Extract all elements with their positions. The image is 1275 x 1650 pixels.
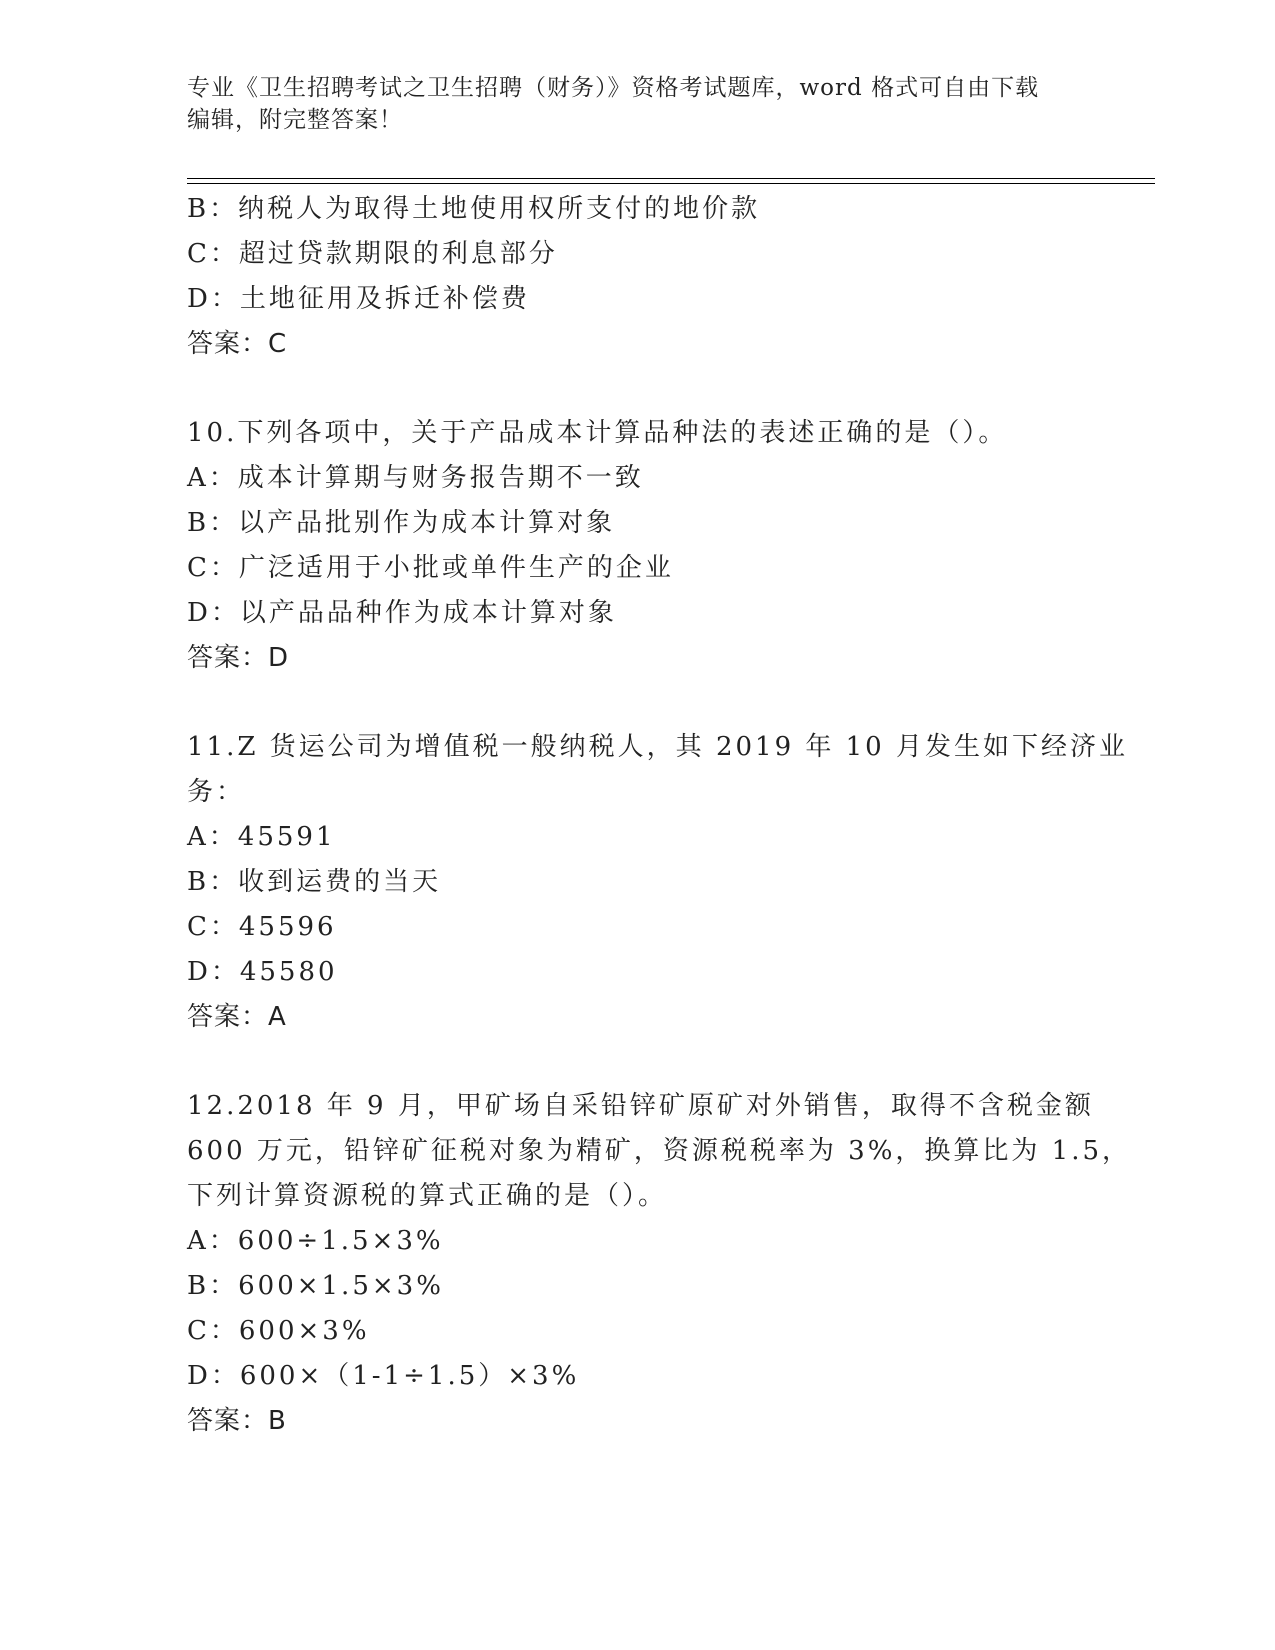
q11-option-d: D：45580: [187, 957, 338, 987]
q12-option-d: D：600×（1-1÷1.5）×3%: [187, 1361, 580, 1391]
q10-answer: 答案：D: [187, 643, 290, 673]
q11-answer: 答案：A: [187, 1002, 287, 1032]
q9-option-b: B：纳税人为取得土地使用权所支付的地价款: [187, 194, 761, 224]
q12-option-a: A：600÷1.5×3%: [187, 1226, 444, 1256]
document-header: [187, 72, 1067, 136]
q10-question: 10.下列各项中，关于产品成本计算品种法的表述正确的是（）。: [187, 418, 1008, 448]
q11-option-c: C：45596: [187, 912, 337, 942]
q11-option-a: A：45591: [187, 822, 336, 852]
q12-option-c: C：600×3%: [187, 1316, 370, 1346]
header-divider-top: [187, 178, 1155, 179]
q12-question-line-2: 600 万元，铅锌矿征税对象为精矿，资源税税率为 3%，换算比为 1.5，: [187, 1136, 1132, 1166]
q10-option-a: A：成本计算期与财务报告期不一致: [187, 463, 644, 493]
q9-answer: 答案：C: [187, 329, 288, 359]
q12-answer: 答案：B: [187, 1406, 287, 1436]
q12-question-line-1: 12.2018 年 9 月，甲矿场自采铅锌矿原矿对外销售，取得不含税金额: [187, 1091, 1094, 1121]
q10-option-c: C：广泛适用于小批或单件生产的企业: [187, 553, 674, 583]
header-line-2: 编辑，附完整答案！: [187, 107, 403, 133]
q11-question-line-2: 务：: [187, 777, 246, 807]
header-divider-bottom: [187, 183, 1155, 184]
q10-option-d: D：以产品品种作为成本计算对象: [187, 598, 617, 628]
q11-option-b: B：收到运费的当天: [187, 867, 442, 897]
q12-question-line-3: 下列计算资源税的算式正确的是（）。: [187, 1181, 668, 1211]
header-line-1: 专业《卫生招聘考试之卫生招聘（财务）》资格考试题库，word 格式可自由下载: [187, 75, 1040, 101]
q11-question-line-1: 11.Z 货运公司为增值税一般纳税人，其 2019 年 10 月发生如下经济业: [187, 732, 1128, 762]
q9-option-c: C：超过贷款期限的利息部分: [187, 239, 558, 269]
q9-option-d: D：土地征用及拆迁补偿费: [187, 284, 530, 314]
q12-option-b: B：600×1.5×3%: [187, 1271, 444, 1301]
q10-option-b: B：以产品批别作为成本计算对象: [187, 508, 616, 538]
